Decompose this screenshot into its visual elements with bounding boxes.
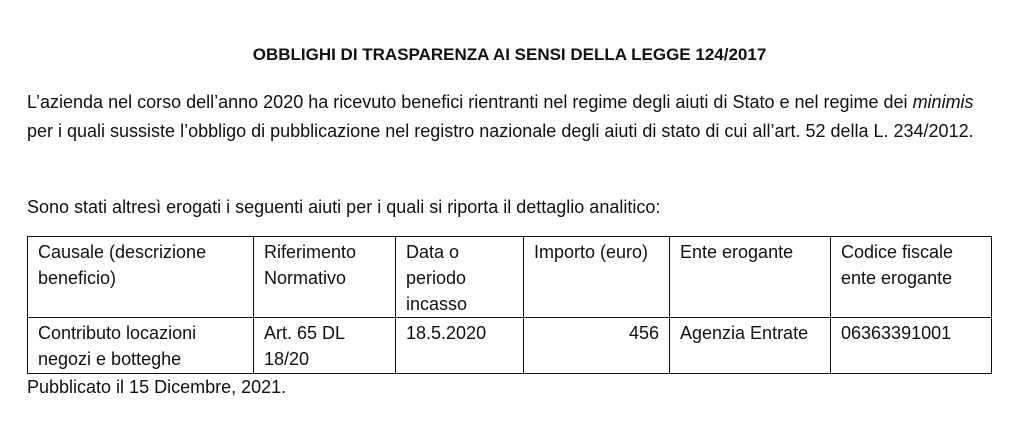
table-header-row bbox=[28, 237, 992, 318]
header-ente: Ente erogante bbox=[670, 237, 831, 318]
header-data: Data o periodo incasso bbox=[396, 237, 524, 318]
header-importo: Importo (euro) bbox=[524, 237, 670, 318]
cell-data: 18.5.2020 bbox=[396, 318, 524, 374]
intro-paragraph bbox=[27, 88, 992, 146]
publication-note: Pubblicato il 15 Dicembre, 2021. bbox=[27, 377, 287, 397]
cell-importo: 456 bbox=[524, 318, 670, 374]
document-title: OBBLIGHI DI TRASPARENZA AI SENSI DELLA LEGGE 124/2017 bbox=[252, 45, 767, 64]
details-paragraph: Sono stati altresì erogati i seguenti aiuti per i quali si riporta il dettaglio analitico: bbox=[27, 197, 661, 217]
cell-causale: Contributo locazioni negozi e botteghe bbox=[28, 318, 254, 374]
header-causale: Causale (descrizione beneficio) bbox=[28, 237, 254, 318]
header-riferimento: Riferimento Normativo bbox=[254, 237, 396, 318]
cell-codice-fiscale: 06363391001 bbox=[831, 318, 992, 374]
table-row bbox=[28, 318, 992, 374]
cell-riferimento: Art. 65 DL 18/20 bbox=[254, 318, 396, 374]
header-codice-fiscale: Codice fiscale ente erogante bbox=[831, 237, 992, 318]
intro-emphasis: minimis bbox=[912, 92, 974, 112]
intro-text-before: L’azienda nel corso dell’anno 2020 ha ricevuto benefici rientranti nel regime degli aiuti di Stato e nel regime dei bbox=[27, 92, 913, 112]
cell-ente: Agenzia Entrate bbox=[670, 318, 831, 374]
intro-text-after: per i quali sussiste l’obbligo di pubblicazione nel registro nazionale degli aiuti di stato di cui all’art. 52 della L. 234/2012. bbox=[27, 121, 974, 141]
aid-table bbox=[27, 236, 992, 374]
